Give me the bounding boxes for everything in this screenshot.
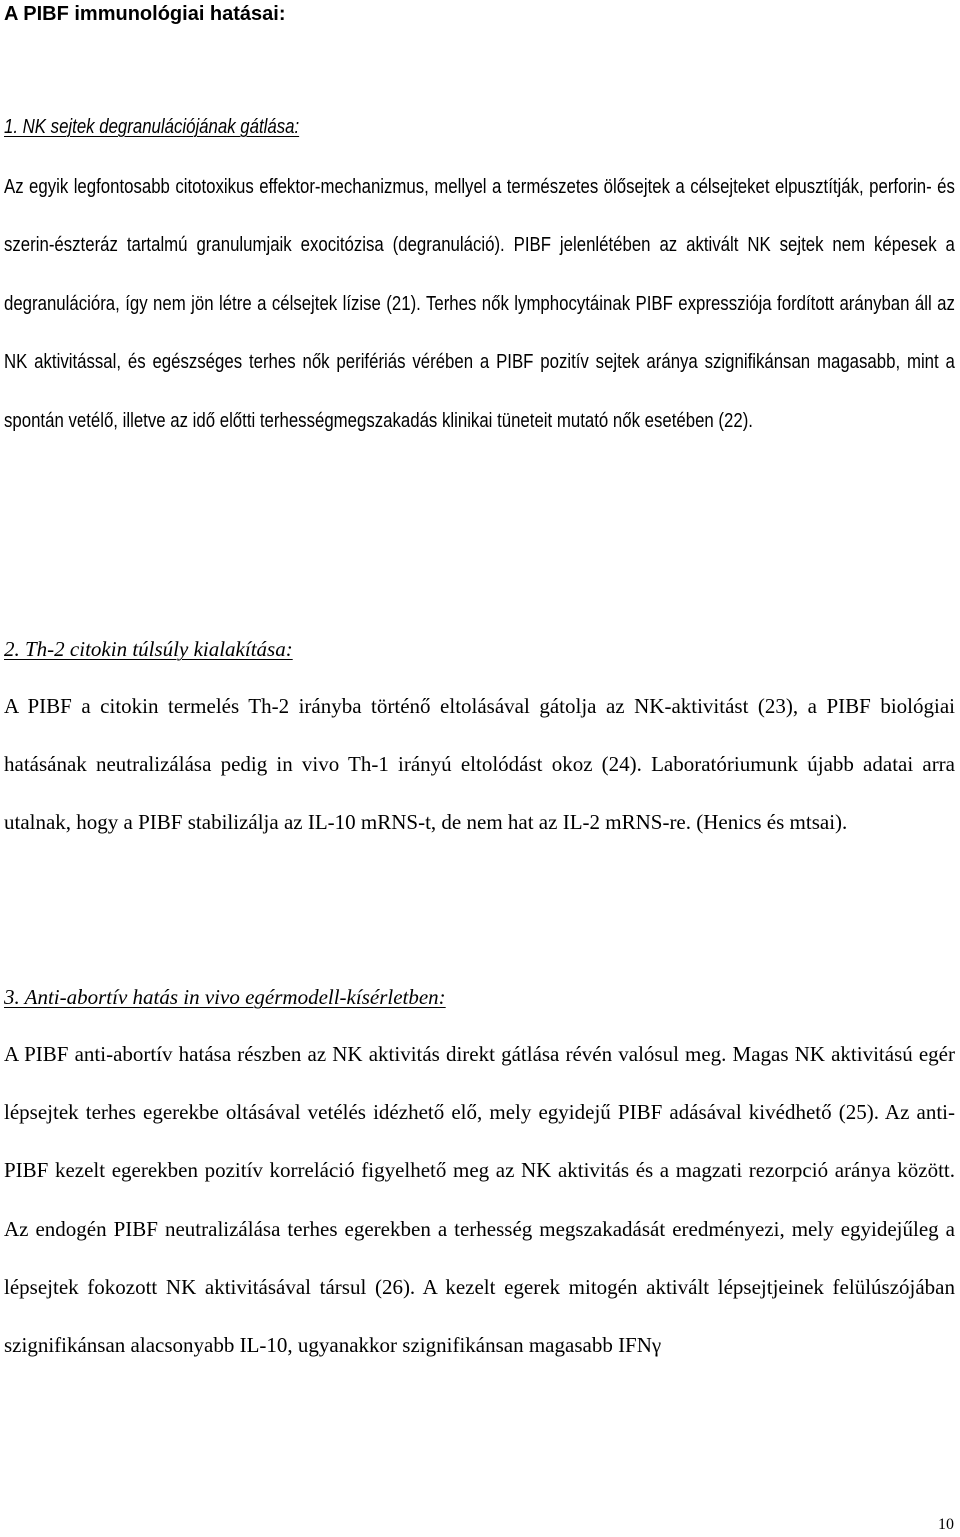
section-nk-degranulation <box>4 113 955 450</box>
page-number: 10 <box>938 1516 954 1533</box>
section-paragraph: A PIBF anti-abortív hatása részben az NK aktivitás direkt gátlása révén valósul meg. Magas NK aktivitású egér lépsejtek terhes egerekbe oltásával vetélés idézhető elő, mely egyidejű PIBF adásával kivédhető (25). Az anti-PIBF kezelt egerekben pozitív korreláció figyelhető meg az NK aktivitás és a magzati rezorpció aránya között. Az endogén PIBF neutralizálása terhes egerekben a terhesség megszakadását eredményezi, mely egyidejűleg a lépsejtek fokozott NK aktivitásával társul (26). A kezelt egerek mitogén aktivált lépsejtjeinek felülúszójában szignifikánsan alacsonyabb IL-10, ugyanakkor szignifikánsan magasabb IFNγ <box>4 1042 955 1358</box>
section-paragraph: Az egyik legfontosabb citotoxikus effektor-mechanizmus, mellyel a természetes ölősejtek a célsejteket elpusztítják, perforin- és szerin-észteráz tartalmú granulumjaik exocitózisa (degranuláció). PIBF jelenlétében az aktivált NK sejtek nem képesek a degranulációra, így nem jön létre a célsejtek lízise (21). Terhes nők lymphocytáinak PIBF expressziója fordított arányban áll az NK aktivitással, és egészséges terhes nők perifériás vérében a PIBF pozitív sejtek aránya szignifikánsan magasabb, mint a spontán vetélő, illetve az idő előtti terhességmegszakadás klinikai tüneteit mutató nők esetében (22). <box>4 176 955 432</box>
page-title: A PIBF immunológiai hatásai: <box>4 3 286 25</box>
section-heading: 1. NK sejtek degranulációjának gátlása: <box>4 116 300 138</box>
section-heading: 2. Th-2 citokin túlsúly kialakítása: <box>4 637 293 661</box>
section-th2-cytokine <box>4 635 955 852</box>
section-heading: 3. Anti-abortív hatás in vivo egérmodell-kísérletben: <box>4 985 446 1009</box>
section-anti-abortive <box>4 983 955 1374</box>
section-paragraph: A PIBF a citokin termelés Th-2 irányba történő eltolásával gátolja az NK-aktivitást (23), a PIBF biológiai hatásának neutralizálása pedig in vivo Th-1 irányú eltolódást okoz (24). Laboratóriumunk újabb adatai arra utalnak, hogy a PIBF stabilizálja az IL-10 mRNS-t, de nem hat az IL-2 mRNS-re. (Henics és mtsai). <box>4 694 955 835</box>
